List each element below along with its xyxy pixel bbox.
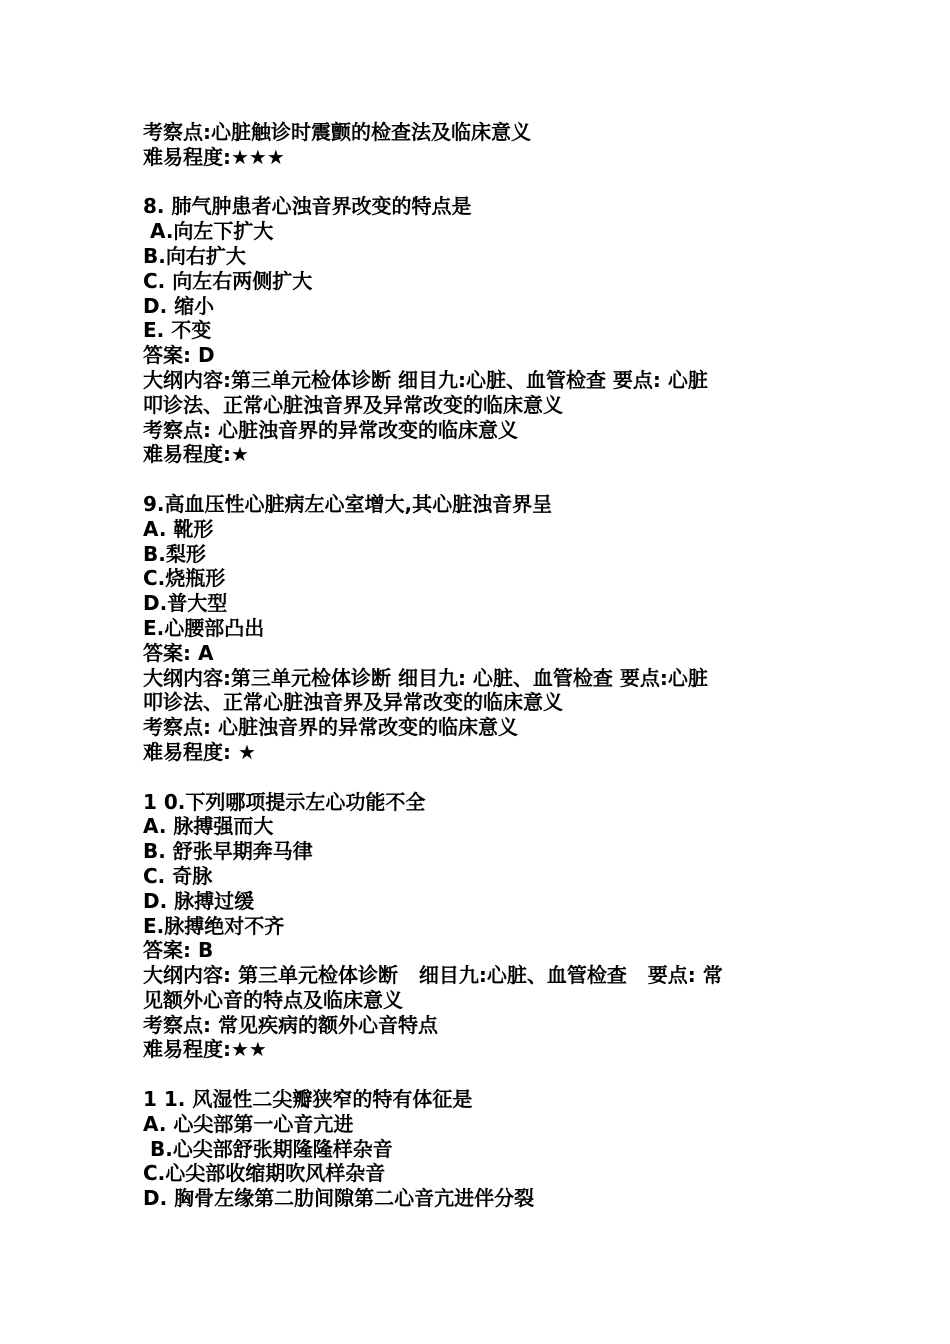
answer-line: 答案: A	[143, 640, 214, 665]
syllabus-line: 大纲内容:第三单元检体诊断 细目九:心脏、血管检查 要点: 心脏	[143, 367, 708, 392]
question-11	[143, 1087, 833, 1211]
option-d: D. 缩小	[143, 293, 215, 318]
syllabus-line-cont: 见额外心音的特点及临床意义	[143, 987, 403, 1012]
spacer	[143, 765, 833, 790]
exam-point-line: 考察点: 心脏浊音界的异常改变的临床意义	[143, 715, 518, 740]
option-b: B.心尖部舒张期隆隆样杂音	[143, 1136, 393, 1161]
syllabus-line: 大纲内容: 第三单元检体诊断 细目九:心脏、血管检查 要点: 常	[143, 963, 723, 988]
option-a: A. 心尖部第一心音亢进	[143, 1111, 354, 1136]
syllabus-line: 大纲内容:第三单元检体诊断 细目九: 心脏、血管检查 要点:心脏	[143, 665, 708, 690]
difficulty-line: 难易程度:★	[143, 442, 249, 467]
option-e: E. 不变	[143, 318, 212, 343]
option-c: C.烧瓶形	[143, 566, 226, 591]
exam-point-line: 考察点: 心脏浊音界的异常改变的临床意义	[143, 417, 518, 442]
question-8	[143, 194, 833, 467]
option-d: D. 胸骨左缘第二肋间隙第二心音亢进伴分裂	[143, 1186, 535, 1211]
option-a: A. 靴形	[143, 516, 214, 541]
option-b: B.梨形	[143, 541, 206, 566]
block-q7-tail	[143, 120, 833, 170]
option-b: B.向右扩大	[143, 243, 246, 268]
document-page	[143, 120, 833, 1211]
question-stem: 9.高血压性心脏病左心室增大,其心脏浊音界呈	[143, 491, 553, 516]
syllabus-line-cont: 叩诊法、正常心脏浊音界及异常改变的临床意义	[143, 690, 563, 715]
option-e: E.心腰部凸出	[143, 615, 265, 640]
difficulty-line: 难易程度:★★★	[143, 144, 285, 169]
option-c: C.心尖部收缩期吹风样杂音	[143, 1161, 386, 1186]
syllabus-line-cont: 叩诊法、正常心脏浊音界及异常改变的临床意义	[143, 392, 563, 417]
question-stem: 8. 肺气肿患者心浊音界改变的特点是	[143, 194, 472, 219]
difficulty-line: 难易程度: ★	[143, 739, 256, 764]
option-d: D.普大型	[143, 591, 228, 616]
exam-point-line: 考察点: 常见疾病的额外心音特点	[143, 1012, 438, 1037]
option-a: A. 脉搏强而大	[143, 814, 274, 839]
exam-point-line: 考察点:心脏触诊时震颤的检查法及临床意义	[143, 120, 531, 144]
answer-line: 答案: B	[143, 938, 214, 963]
answer-line: 答案: D	[143, 343, 215, 368]
difficulty-line: 难易程度:★★	[143, 1037, 267, 1062]
question-10	[143, 790, 833, 1063]
question-stem: 1 1. 风湿性二尖瓣狭窄的特有体征是	[143, 1087, 473, 1112]
spacer	[143, 467, 833, 492]
option-e: E.脉搏绝对不齐	[143, 913, 285, 938]
option-b: B. 舒张早期奔马律	[143, 839, 313, 864]
option-c: C. 奇脉	[143, 863, 213, 888]
option-a: A.向左下扩大	[143, 219, 274, 244]
spacer	[143, 170, 833, 195]
option-c: C. 向左右两侧扩大	[143, 268, 313, 293]
spacer	[143, 1062, 833, 1087]
option-d: D. 脉搏过缓	[143, 888, 255, 913]
question-stem: 1 0.下列哪项提示左心功能不全	[143, 789, 426, 814]
question-9	[143, 492, 833, 765]
